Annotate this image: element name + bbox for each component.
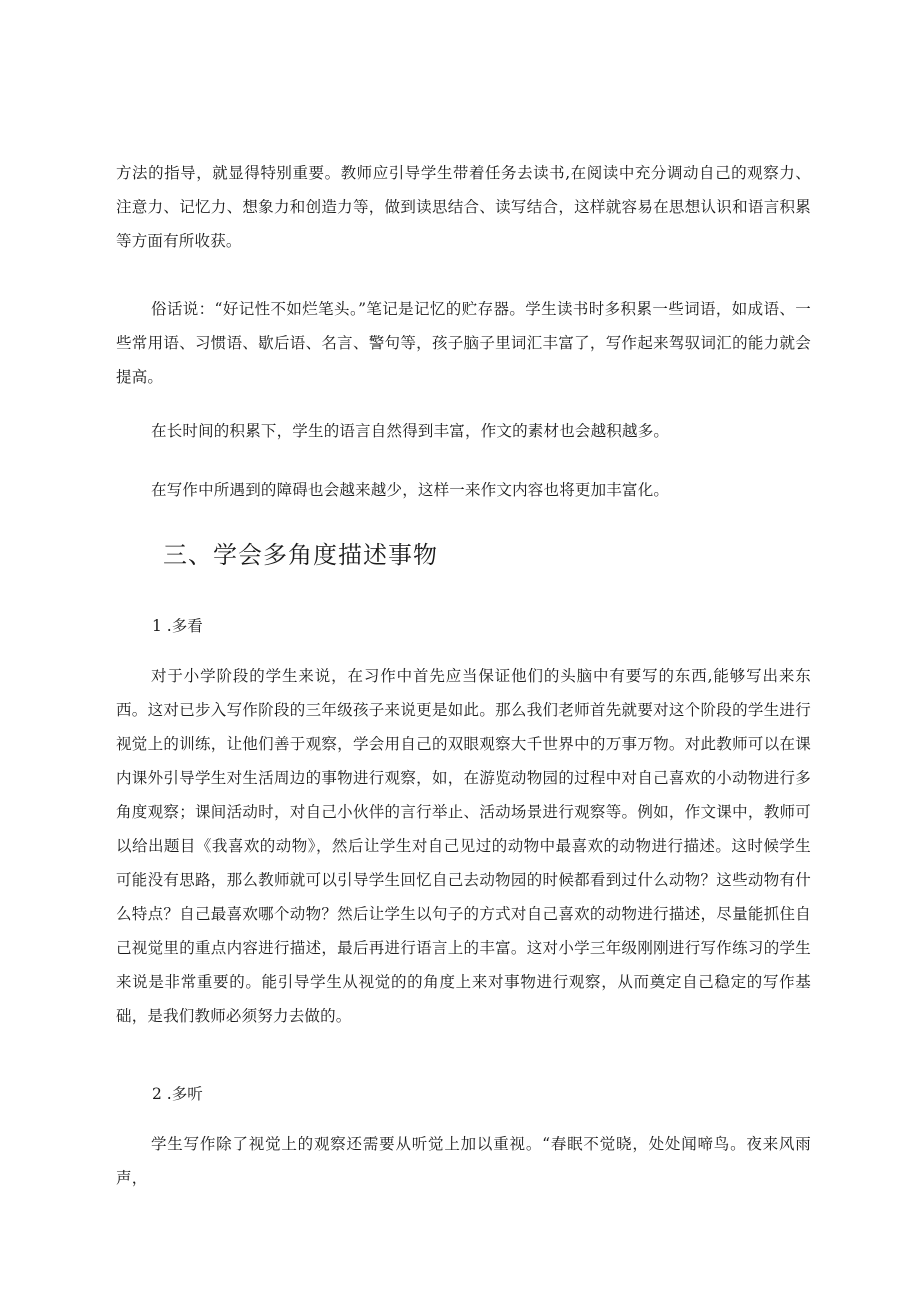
paragraph-note-taking: 俗话说：“好记性不如烂笔头。”笔记是记忆的贮存器。学生读书时多积累一些词语，如成语、一些常用语、习惯语、歇后语、名言、警句等，孩子脑子里词汇丰富了，写作起来驾驭词汇的能力就会提高。 — [116, 300, 811, 386]
paragraph-auditory-observation: 学生写作除了视觉上的观察还需要从听觉上加以重视。“春眠不觉晓，处处闻啼鸟。夜来风雨声， — [116, 1135, 811, 1187]
section-heading: 三、学会多角度描述事物 — [163, 541, 438, 569]
paragraph-reading-guidance: 方法的指导，就显得特别重要。教师应引导学生带着任务去读书,在阅读中充分调动自己的观察力、注意力、记忆力、想象力和创造力等，做到读思结合、读写结合，这样就容易在思想认识和语言积累等方面有所收获。 — [116, 164, 811, 250]
paragraph-accumulation: 在长时间的积累下，学生的语言自然得到丰富，作文的素材也会越积越多。 — [151, 422, 670, 440]
paragraph-obstacles: 在写作中所遇到的障碍也会越来越少，这样一来作文内容也将更加丰富化。 — [151, 481, 670, 499]
subheading-look-more: 1 .多看 — [152, 617, 203, 635]
subheading-listen-more: 2 .多听 — [152, 1085, 203, 1103]
paragraph-visual-observation: 对于小学阶段的学生来说，在习作中首先应当保证他们的头脑中有要写的东西,能够写出来东西。这对已步入写作阶段的三年级孩子来说更是如此。那么我们老师首先就要对这个阶段的学生进行视觉上的训练，让他们善于观察，学会用自己的双眼观察大千世界中的万事万物。对此教师可以在课内课外引导学生对生活周边的事物进行观察，如，在游览动物园的过程中对自己喜欢的小动物进行多角度观察；课间活动时，对自己小伙伴的言行举止、活动场景进行观察等。例如，作文课中，教师可以给出题目《我喜欢的动物》，然后让学生对自己见过的动物中最喜欢的动物进行描述。这时候学生可能没有思路，那么教师就可以引导学生回忆自己去动物园的时候都看到过什么动物？这些动物有什么特点？自己最喜欢哪个动物？然后让学生以句子的方式对自己喜欢的动物进行描述，尽量能抓住自己视觉里的重点内容进行描述，最后再进行语言上的丰富。这对小学三年级刚刚进行写作练习的学生来说是非常重要的。能引导学生从视觉的的角度上来对事物进行观察，从而奠定自己稳定的写作基础，是我们教师必须努力去做的。 — [116, 667, 811, 1025]
